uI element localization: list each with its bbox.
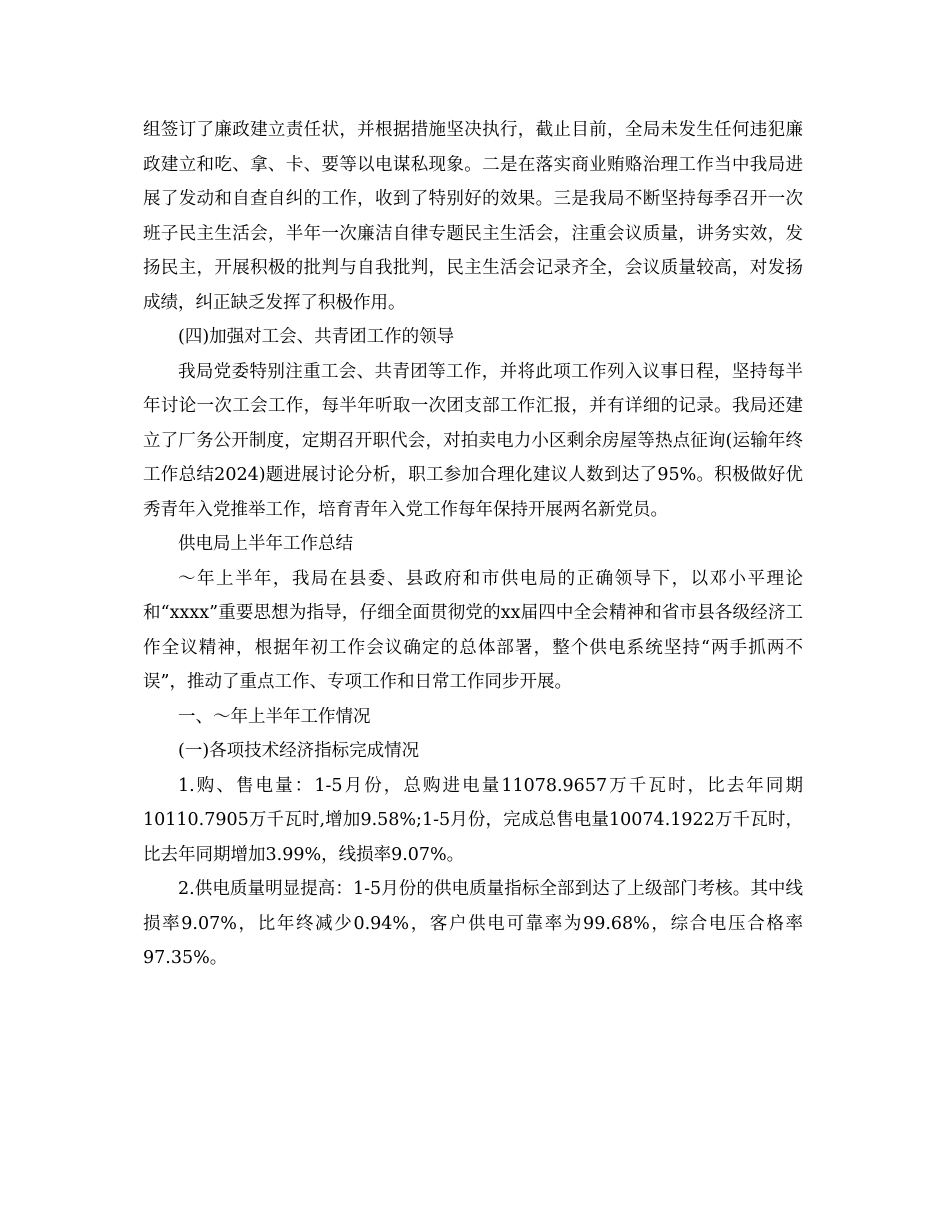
- paragraph-half-year-intro: ～年上半年，我局在县委、县政府和市供电局的正确领导下，以邓小平理论和“xxxx”重要思想为指导，仔细全面贯彻党的xx届四中全会精神和省市县各级经济工作全议精神，根据年初工作会议确定的总体部署，整个供电系统坚持“两手抓两不误”，推动了重点工作、专项工作和日常工作同步开展。: [143, 568, 803, 692]
- heading-half-year-summary: 供电局上半年工作总结: [178, 534, 353, 554]
- paragraph-union-youth-league: 我局党委特别注重工会、共青团等工作，并将此项工作列入议事日程，坚持每半年讨论一次工会工作，每半年听取一次团支部工作汇报，并有详细的记录。我局还建立了厂务公开制度，定期召开职代会，对拍卖电力小区剩余房屋等热点征询(运输年终工作总结2024)题进展讨论分析，职工参加合理化建议人数到达了95%。积极做好优秀青年入党推举工作，培育青年入党工作每年保持开展两名新党员。: [143, 361, 803, 520]
- document-body: [143, 113, 803, 976]
- heading-work-situation: 一、～年上半年工作情况: [178, 706, 371, 727]
- heading-indicators: (一)各项技术经济指标完成情况: [178, 741, 420, 761]
- heading-union-youth-league: (四)加强对工会、共青团工作的领导: [178, 327, 455, 347]
- paragraph-supply-quality: 2.供电质量明显提高：1-5月份的供电质量指标全部到达了上级部门考核。其中线损率9.07%，比年终减少0.94%，客户供电可靠率为99.68%，综合电压合格率97.35%。: [143, 879, 803, 968]
- paragraph-party-integrity: 组签订了廉政建立责任状，并根据措施坚决执行，截止目前，全局未发生任何违犯廉政建立和吃、拿、卡、要等以电谋私现象。二是在落实商业贿赂治理工作当中我局进展了发动和自查自纠的工作，收到了特别好的效果。三是我局不断坚持每季召开一次班子民主生活会，半年一次廉洁自律专题民主生活会，注重会议质量，讲务实效，发扬民主，开展积极的批判与自我批判，民主生活会记录齐全，会议质量较高，对发扬成绩，纠正缺乏发挥了积极作用。: [143, 120, 803, 313]
- paragraph-power-purchase-sales: 1.购、售电量：1-5月份，总购进电量11078.9657万千瓦时，比去年同期10110.7905万千瓦时,增加9.58%;1-5月份，完成总售电量10074.1922万千瓦时，比去年同期增加3.99%，线损率9.07%。: [143, 775, 803, 865]
